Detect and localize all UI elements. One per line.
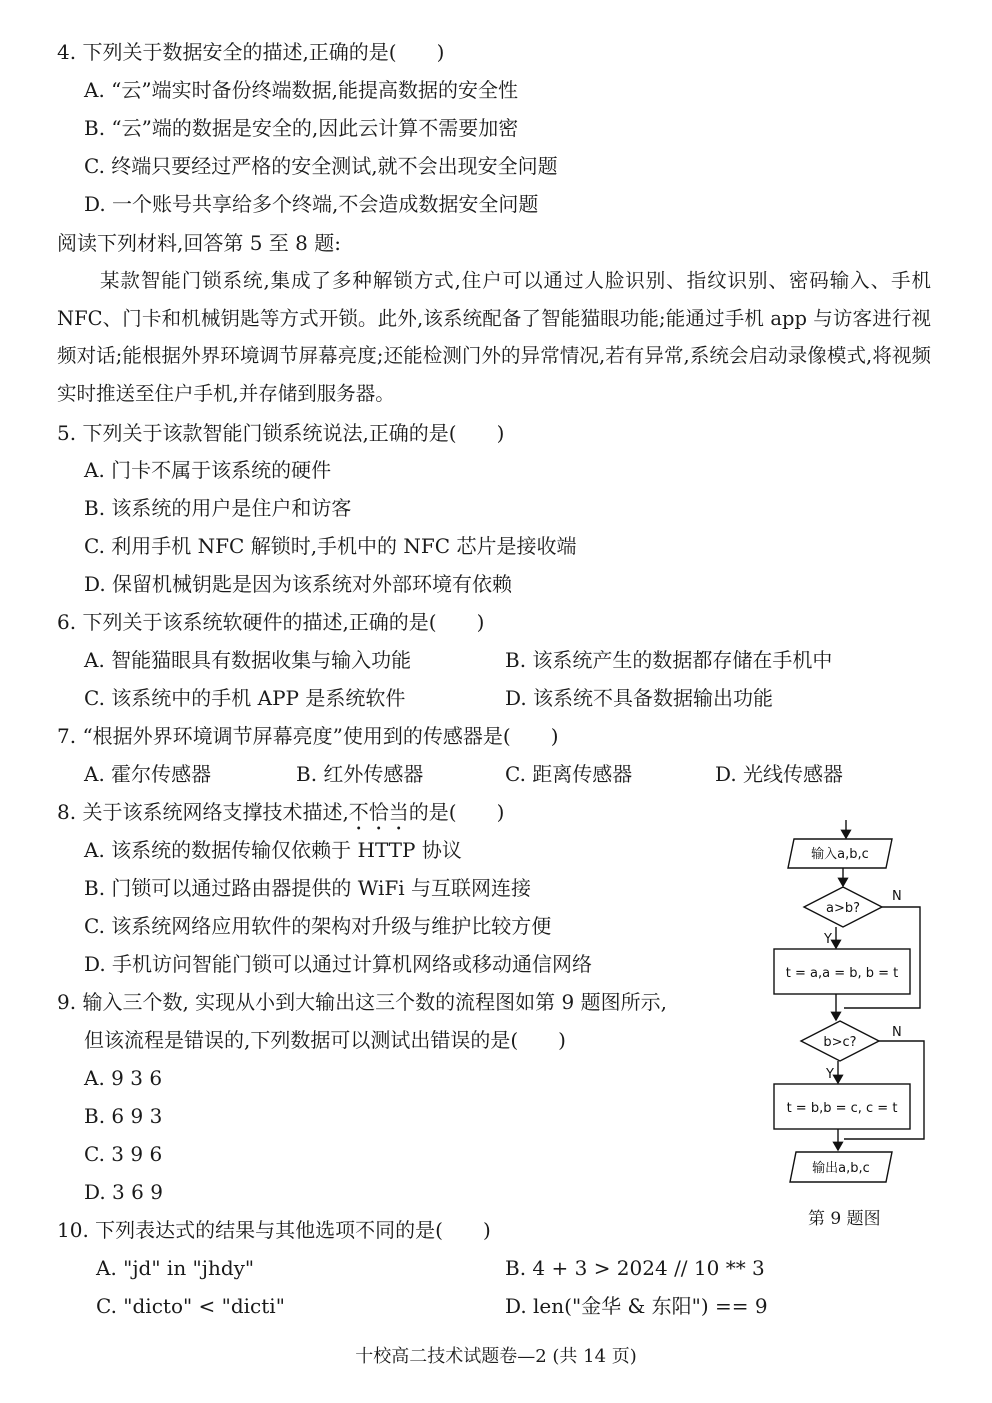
flowchart-caption: 第 9 题图 [808, 1209, 881, 1229]
flow-process2-label: t = b,b = c, c = t [786, 1101, 898, 1116]
q5-option-b: B. 该系统的用户是住户和访客 [84, 496, 352, 520]
q9-option-d: D. 3 6 9 [84, 1180, 163, 1204]
q7-option-c: C. 距离传感器 [505, 762, 633, 786]
q6-option-b: B. 该系统产生的数据都存储在手机中 [505, 648, 833, 672]
flow-input-label: 输入a,b,c [811, 847, 869, 862]
q9-option-b: B. 6 9 3 [84, 1104, 163, 1128]
page-footer: 十校高二技术试题卷—2 (共 14 页) [355, 1346, 637, 1367]
q10-option-a: A. "jd" in "jhdy" [96, 1256, 255, 1280]
q8-stem-pre: 8. 关于该系统网络支撑技术描述, [57, 800, 349, 824]
q7-option-d: D. 光线传感器 [715, 762, 844, 786]
q9-option-c: C. 3 9 6 [84, 1142, 163, 1166]
q6-option-a: A. 智能猫眼具有数据收集与输入功能 [84, 648, 412, 672]
reading-passage-text: 某款智能门锁系统,集成了多种解锁方式,住户可以通过人脸识别、指纹识别、密码输入、手机 NFC、门卡和机械钥匙等方式开锁。此外,该系统配备了智能猫眼功能;能通过手机 app 与访客进行视频对话;能根据外界环境调节屏幕亮度;还能检测门外的异常情况,若有异常,系统会启动录像模式,将视频实时推送至住户手机,并存储到服务器。 [57, 269, 931, 406]
flow-process1-label: t = a,a = b, b = t [785, 966, 899, 981]
q7-option-b: B. 红外传感器 [296, 762, 424, 786]
q9-stem-line2: 但该流程是错误的,下列数据可以测试出错误的是( ) [84, 1028, 566, 1052]
q6-option-c: C. 该系统中的手机 APP 是系统软件 [84, 686, 406, 710]
flow-cond1-label: a>b? [825, 901, 861, 916]
q8-stem-post: 的是( ) [408, 800, 505, 824]
reading-intro: 阅读下列材料,回答第 5 至 8 题: [57, 231, 341, 255]
flow-output-label: 输出a,b,c [812, 1161, 870, 1176]
flow-cond2-no-label: N [892, 1025, 902, 1040]
q4-option-c: C. 终端只要经过严格的安全测试,就不会出现安全问题 [84, 154, 558, 178]
q6-option-d: D. 该系统不具备数据输出功能 [505, 686, 774, 710]
q4-option-b: B. “云”端的数据是安全的,因此云计算不需要加密 [84, 116, 519, 140]
q8-option-d: D. 手机访问智能门锁可以通过计算机网络或移动通信网络 [84, 952, 593, 976]
q4-option-a: A. “云”端实时备份终端数据,能提高数据的安全性 [84, 78, 518, 102]
q8-option-c: C. 该系统网络应用软件的架构对升级与维护比较方便 [84, 914, 552, 938]
q10-stem: 10. 下列表达式的结果与其他选项不同的是( ) [57, 1218, 491, 1242]
q5-option-d: D. 保留机械钥匙是因为该系统对外部环境有依赖 [84, 572, 513, 596]
flow-cond1-no-label: N [892, 889, 902, 904]
flow-cond2-yes-label: Y [826, 1067, 834, 1082]
q10-option-d: D. len("金华 & 东阳") == 9 [505, 1294, 768, 1318]
q9-option-a: A. 9 3 6 [84, 1066, 163, 1090]
q5-stem: 5. 下列关于该款智能门锁系统说法,正确的是( ) [57, 421, 505, 445]
q8-stem [57, 798, 504, 835]
flow-cond2-label: b>c? [823, 1035, 857, 1050]
q5-option-c: C. 利用手机 NFC 解锁时,手机中的 NFC 芯片是接收端 [84, 534, 577, 558]
q9-stem-line1: 9. 输入三个数, 实现从小到大输出这三个数的流程图如第 9 题图所示, [57, 990, 667, 1014]
q4-option-d: D. 一个账号共享给多个终端,不会造成数据安全问题 [84, 192, 539, 216]
q10-option-b: B. 4 + 3 > 2024 // 10 ** 3 [505, 1256, 765, 1280]
q8-stem-emphasis: 不恰当 [348, 800, 409, 824]
q7-option-a: A. 霍尔传感器 [84, 762, 212, 786]
q4-stem: 4. 下列关于数据安全的描述,正确的是( ) [57, 40, 445, 64]
q8-option-a: A. 该系统的数据传输仅依赖于 HTTP 协议 [84, 838, 462, 862]
q7-stem: 7. “根据外界环境调节屏幕亮度”使用到的传感器是( ) [57, 724, 559, 748]
q10-option-c: C. "dicto" < "dicti" [96, 1294, 285, 1318]
q5-option-a: A. 门卡不属于该系统的硬件 [84, 458, 332, 482]
flowchart-q9 [766, 818, 936, 1198]
q8-option-b: B. 门锁可以通过路由器提供的 WiFi 与互联网连接 [84, 876, 532, 900]
reading-passage [57, 262, 931, 413]
q6-stem: 6. 下列关于该系统软硬件的描述,正确的是( ) [57, 610, 485, 634]
flow-cond1-yes-label: Y [824, 932, 832, 947]
